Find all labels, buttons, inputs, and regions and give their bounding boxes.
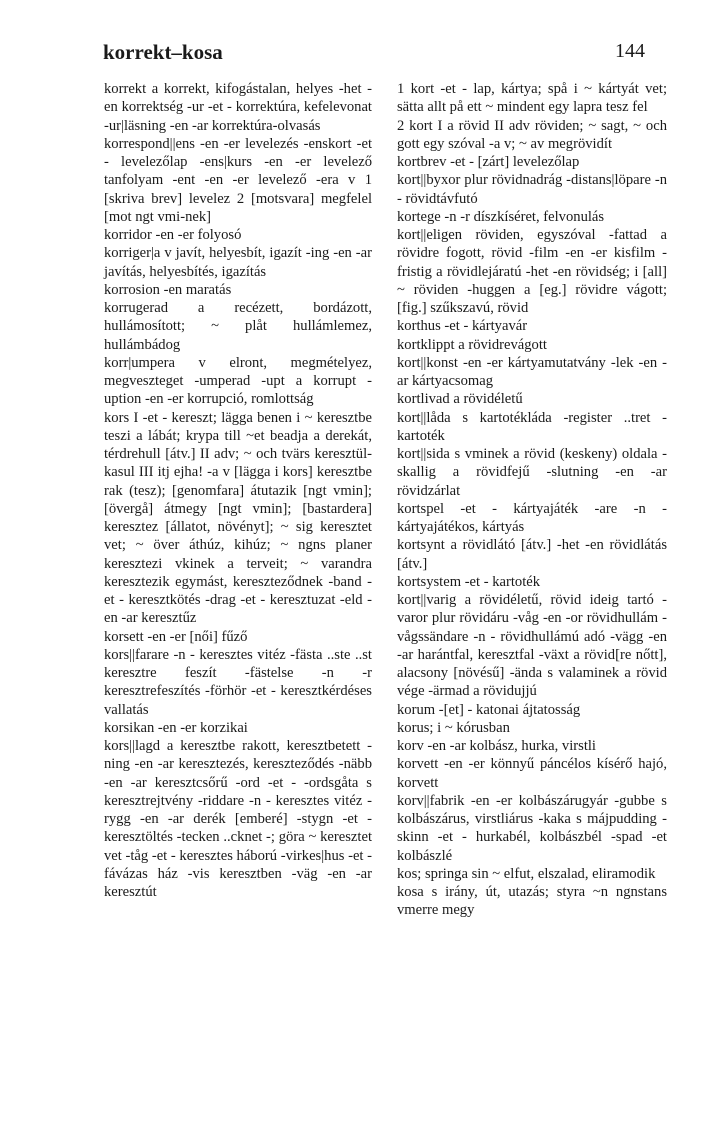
dictionary-entry: kors I -et - kereszt; lägga benen i ~ keresztbe teszi a lábát; krypa till ~et beadja a derekát, térdrehull [átv.] II adv; ~ och tvärs keresztül-kasul III itj ejha! -a v [lägga i kors] keresztbe rak (tesz); [genomfara] átutazik [ngt vmin]; [övergå] átmegy [ngt vmin]; [bastardera] keresztez [állatot, növényt]; ~ sig keresztet vet; ~ över áthúz, kihúz; ~ ngns planer keresztezi vkinek a terveit; ~ varandra keresztezik egymást, kereszteződnek -band -et - keresztkötés -drag -et - keresztuzat -eld -en -ar keresztűz — [104, 409, 372, 627]
page-title: korrekt–kosa — [103, 40, 223, 64]
dictionary-entry: korus; i ~ kórusban — [397, 719, 510, 736]
dictionary-entry: korvett -en -er könnyű páncélos kísérő hajó, korvett — [397, 756, 667, 791]
dictionary-entry: kortsystem -et - kartoték — [397, 573, 541, 590]
dictionary-entry: korriger|a v javít, helyesbít, igazít -ing -en -ar javítás, helyesbítés, igazítás — [104, 245, 372, 280]
dictionary-entry: kors||farare -n - keresztes vitéz -fästa ..ste ..st keresztre feszít -fästelse -n -r keresztrefeszítés -förhör -et - keresztkérdéses vallatás — [104, 646, 372, 718]
dictionary-entry: korum -[et] - katonai ájtatosság — [397, 701, 581, 718]
dictionary-entry: kors||lagd a keresztbe rakott, keresztbetett -ning -en -ar keresztezés, kereszteződés -näbb -en -ar keresztcsőrű -ord -et - -ordsgåta s keresztrejtvény -riddare -n - keresztes vitéz -rygg -en -ar derék [emberé] -stygn -et - keresztöltés -tecken ..cknet -; göra ~ keresztet vet -tåg -et - keresztes háború -virkes|hus -et - fávázas ház -vis keresztben -väg -en -ar keresztút — [104, 738, 372, 900]
dictionary-entry: kortsynt a rövidlátó [átv.] -het -en rövidlátás [átv.] — [397, 537, 667, 572]
dictionary-entry: 2 kort I a rövid II adv röviden; ~ sagt, ~ och gott egy szóval -a v; ~ av megrövidít — [397, 117, 667, 152]
dictionary-entry: kort||varig a rövidéletű, rövid ideig tartó -varor plur rövidáru -våg -en -or rövidhullám -vågssändare -n - rövidhullámú adó -vägg -en -ar harántfal, keresztfal -växt a rövid[re nőtt], alacsony [növésű] -ända s valaminek a rövid vége -ärmad a rövidujjú — [397, 592, 667, 700]
dictionary-entry: kortklippt a rövidrevágott — [397, 336, 547, 353]
dictionary-entry: kos; springa sin ~ elfut, elszalad, eliramodik — [397, 865, 656, 882]
dictionary-entry: korridor -en -er folyosó — [104, 227, 242, 243]
dictionary-entry: korv -en -ar kolbász, hurka, virstli — [397, 738, 596, 754]
dictionary-entry: kortege -n -r díszkíséret, felvonulás — [397, 208, 605, 225]
dictionary-entry: korv||fabrik -en -er kolbászárugyár -gubbe s kolbászárus, virstliárus -kaka s májpudding -skinn -et - hurkabél, kolbászbél -spad -et kolbászlé — [397, 792, 667, 864]
dictionary-entry: kort||konst -en -er kártyamutatvány -lek -en -ar kártyacsomag — [397, 354, 667, 389]
left-column — [104, 80, 372, 901]
dictionary-entry: korrespond||ens -en -er levelezés -enskort -et - levelezőlap -ens|kurs -en -er levelező tanfolyam -ent -en -er levelező -era v 1 [skriva brev] levelez 2 [motsvara] megfelel [mot ngt vmi-nek] — [104, 135, 372, 225]
dictionary-entry: kortspel -et - kártyajáték -are -n - kártyajátékos, kártyás — [397, 500, 667, 535]
dictionary-entry: kort||låda s kartotékláda -register ..tret - kartoték — [397, 409, 667, 444]
dictionary-entry: korrekt a korrekt, kifogástalan, helyes -het -en korrektség -ur -et - korrektúra, kefelevonat -ur|läsning -en -ar korrektúra-olvasás — [104, 81, 372, 134]
page-number: 144 — [615, 40, 645, 62]
dictionary-entry: korrosion -en maratás — [104, 281, 232, 298]
dictionary-entry: korthus -et - kártyavár — [397, 318, 528, 335]
dictionary-entry: kortbrev -et - [zárt] levelezőlap — [397, 154, 580, 170]
dictionary-entry: kosa s irány, út, utazás; styra ~n ngnstans vmerre megy — [397, 884, 667, 919]
page-header — [0, 0, 712, 80]
dictionary-entry: korsikan -en -er korzikai — [104, 719, 248, 736]
dictionary-entry: kortlivad a rövidéletű — [397, 391, 523, 408]
dictionary-entry: korsett -en -er [női] fűző — [104, 628, 248, 645]
right-column — [397, 80, 667, 920]
dictionary-entry: kort||byxor plur rövidnadrág -distans|löpare -n - rövidtávfutó — [397, 172, 667, 207]
dictionary-entry: kort||sida s vminek a rövid (keskeny) oldala -skallig a rövidfejű -slutning -en -ar rövidzárlat — [397, 446, 667, 499]
dictionary-entry: kort||eligen röviden, egyszóval -fattad a rövidre fogott, rövid -film -en -er kisfilm -fristig a rövidlejáratú -het -en rövidség; i [all] ~ röviden -huggen a [eg.] rövidre vágott; [fig.] szűkszavú, rövid — [397, 227, 667, 316]
dictionary-entry: korrugerad a recézett, bordázott, hullámosított; ~ plåt hullámlemez, hullámbádog — [104, 300, 372, 353]
dictionary-entry: korr|umpera v elront, megmételyez, megveszteget -umperad -upt a korrupt -uption -en -er korrupció, romlottság — [104, 354, 372, 408]
dictionary-entry: 1 kort -et - lap, kártya; spå i ~ kártyát vet; sätta allt på ett ~ mindent egy lapra tesz fel — [397, 81, 667, 116]
